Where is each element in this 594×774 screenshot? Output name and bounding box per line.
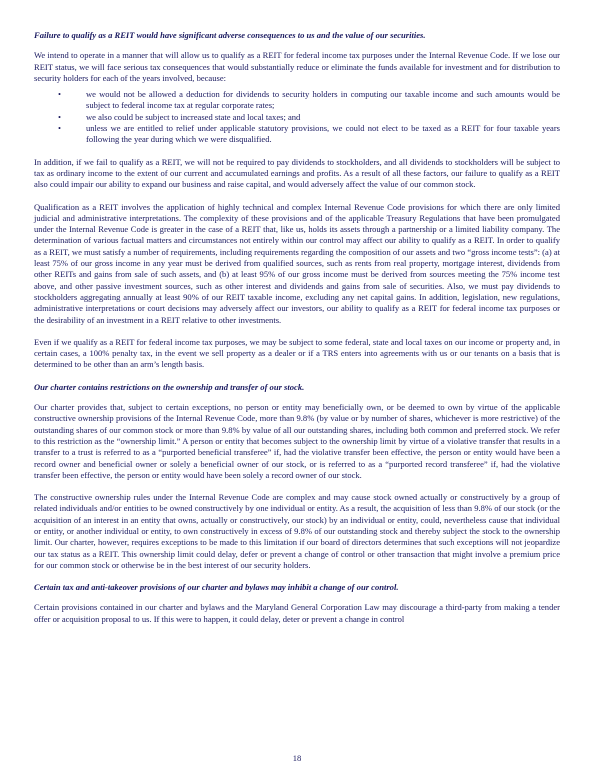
bullet-text: we also could be subject to increased state and local taxes; and [86,111,301,122]
paragraph: The constructive ownership rules under the Internal Revenue Code are complex and may cause stock owned actually or constructively by a group of related individuals and/or entities to be owned constructively by one individual or entity. As a result, the acquisition of less than 9.8% of our stock (or the acquisition of an interest in an entity that owns, actually or constructively, our stock) by an individual or entity, could, nevertheless cause that individual or entity, or another individual or entity, to own constructively in excess of 9.8% of our outstanding stock and thereby subject the stock to the ownership limit. Our charter, however, requires exceptions to be made to this limitation if our board of directors determines that such exceptions will not jeopardize our tax status as a REIT. This ownership limit could delay, defer or prevent a change of control or other transaction that might involve a premium price for our common stock or otherwise be in the best interest of our security holders. [34,492,560,570]
bullet-icon: • [58,89,61,100]
bullet-item [34,89,560,112]
section-heading: Certain tax and anti-takeover provisions of our charter and bylaws may inhibit a change of our control. [34,582,399,593]
section-heading: Our charter contains restrictions on the ownership and transfer of our stock. [34,381,305,392]
section-reit-qualification [34,30,560,371]
page-number: 18 [292,753,302,763]
bullet-text: unless we are entitled to relief under applicable statutory provisions, we could not elect to be taxed as a REIT for four taxable years following the year during which we were disqualified. [86,123,560,145]
bullet-text: we would not be allowed a deduction for dividends to security holders in computing our taxable income and such amounts would be subject to federal income tax at regular corporate rates; [86,89,560,111]
section-heading: Failure to qualify as a REIT would have significant adverse consequences to us and the value of our securities. [34,30,426,40]
section-anti-takeover [34,582,560,625]
bullet-item [34,112,560,123]
section-ownership-restrictions [34,382,560,571]
paragraph: Even if we qualify as a REIT for federal income tax purposes, we may be subject to some federal, state and local taxes on our income or property and, in certain cases, a 100% penalty tax, in the event we sell property as a dealer or if a TRS enters into agreements with us or our tenants on a basis that is determined to be other than an arm’s length basis. [34,336,560,370]
paragraph: We intend to operate in a manner that will allow us to qualify as a REIT for federal income tax purposes under the Internal Revenue Code. If we lose our REIT status, we will face serious tax consequences that would substantially reduce or eliminate the funds available for investment and for distribution to security holders for each of the years involved, because: [34,50,560,83]
paragraph: Our charter provides that, subject to certain exceptions, no person or entity may beneficially own, or be deemed to own by virtue of the applicable constructive ownership provisions of the Internal Revenue Code, more than 9.8% (by value or by number of shares, whichever is more restrictive) of the outstanding shares of our common stock or more than 9.8% by value of all our outstanding shares, including both common and preferred stock. We refer to this restriction as the “ownership limit.” A person or entity that becomes subject to the ownership limit by virtue of a violative transfer that results in a transfer to a trust is referred to as a “purported beneficial transferee” if, had the violative transfer been effective, the person or entity would have been a record owner and beneficial owner or solely a beneficial owner of our stock, or is referred to as a “purported record transferee” if, had the violative transfer been effective, the person or entity would have been solely a record owner of our stock. [34,402,560,480]
bullet-icon: • [58,111,61,122]
paragraph: Certain provisions contained in our charter and bylaws and the Maryland General Corporation Law may discourage a third-party from making a tender offer or acquisition proposal to us. If this were to happen, it could delay, deter or prevent a change in control [34,602,560,624]
paragraph: In addition, if we fail to qualify as a REIT, we will not be required to pay dividends to stockholders, and all dividends to stockholders will be subject to tax as ordinary income to the extent of our current and accumulated earnings and profits. As a result of all these factors, our failure to qualify as a REIT also could impair our ability to expand our business and raise capital, and would adversely affect the value of our common stock. [34,156,560,190]
paragraph: Qualification as a REIT involves the application of highly technical and complex Internal Revenue Code provisions for which there are only limited judicial and administrative interpretations. The complexity of these provisions and of the applicable Treasury Regulations that have been promulgated under the Internal Revenue Code is greater in the case of a REIT that, like us, holds its assets through a partnership or a limited liability company. The determination of various factual matters and circumstances not entirely within our control may affect our ability to qualify as a REIT. In order to qualify as a REIT, we must satisfy a number of requirements, including requirements regarding the composition of our assets and two “gross income tests”: (a) at least 75% of our gross income in any year must be derived from qualified sources, such as rents from real property, mortgage interest, dividends from other REITs and gains from sale of such assets, and (b) at least 95% of our gross income must be derived from sources meeting the 75% income test above, and other passive investment sources, such as other interest and dividends and gains from sale of securities. Also, we must pay dividends to stockholders aggregating annually at least 90% of our REIT taxable income, excluding any net capital gains. In addition, legislation, new regulations, administrative interpretations or court decisions may adversely affect our investors, our ability to qualify as a REIT for federal income tax purposes or the desirability of an investment in a REIT relative to other investments. [34,201,560,325]
bullet-list [34,89,560,145]
bullet-item [34,123,560,146]
bullet-icon: • [58,123,61,134]
